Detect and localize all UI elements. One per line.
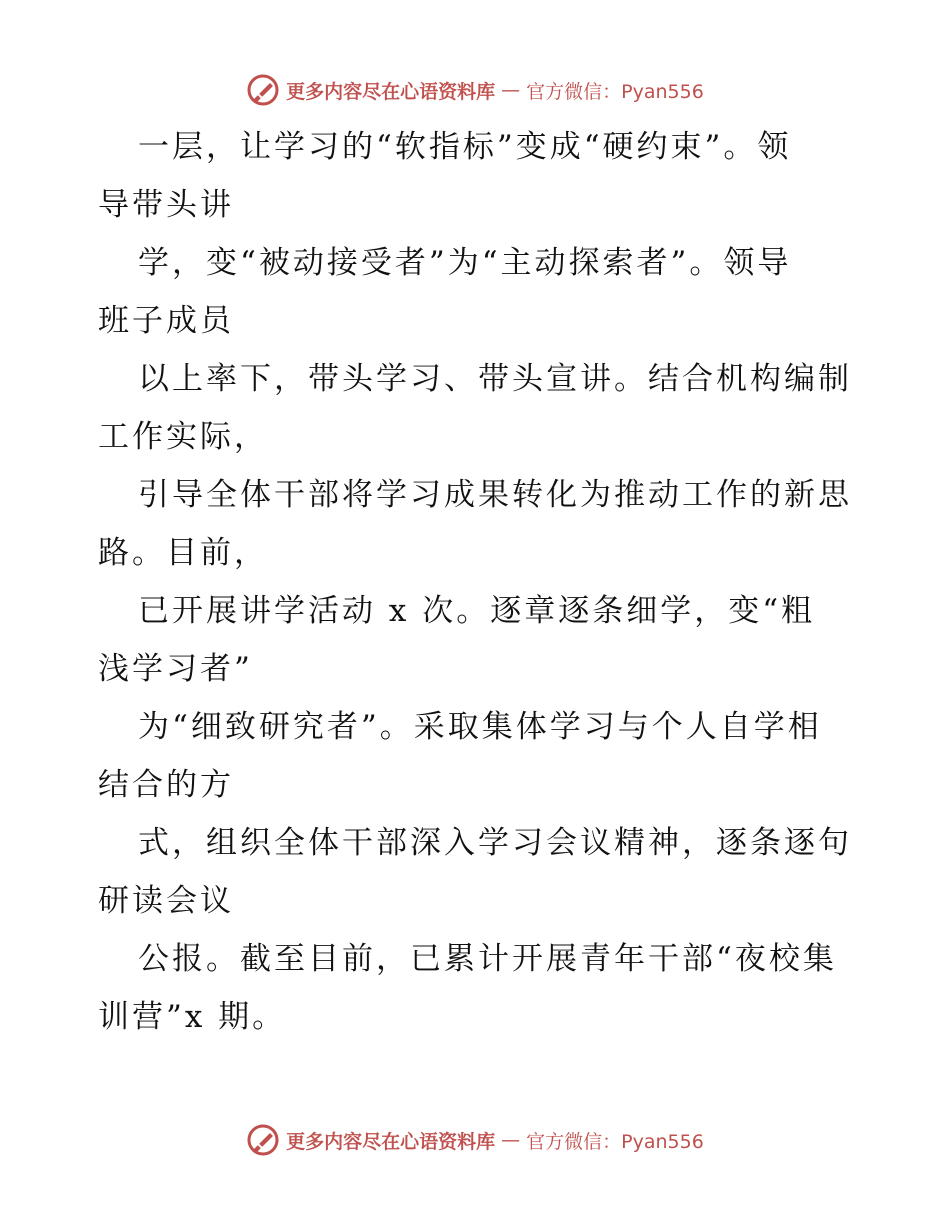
body-line: 训营”x 期。 [98,999,287,1035]
header-dash: — [501,79,521,101]
body-line: 为“细致研究者”。采取集体学习与个人自学相 [138,709,822,745]
body-line: 引导全体干部将学习成果转化为推动工作的新思 [138,477,852,513]
footer-contact-text: 官方微信：Pyan556 [526,1130,704,1153]
body-line: 班子成员 [98,303,234,339]
body-line: 已开展讲学活动 x 次。逐章逐条细学，变“粗 [138,593,816,629]
body-line: 导带头讲 [98,187,234,223]
body-line: 路。目前， [98,535,268,571]
body-line: 结合的方 [98,767,234,803]
pen-circle-logo-icon [246,1123,280,1157]
document-body [98,118,858,1046]
pen-circle-logo-icon [246,73,280,107]
body-line: 公报。截至目前，已累计开展青年干部“夜校集 [138,941,837,977]
body-line: 研读会议 [98,883,234,919]
header-contact-text: 官方微信：Pyan556 [526,80,704,103]
body-line: 式，组织全体干部深入学习会议精神，逐条逐句 [138,825,852,861]
footer-banner [0,1120,950,1160]
body-line: 一层，让学习的“软指标”变成“硬约束”。领 [138,129,792,165]
header-brand-text: 更多内容尽在心语资料库 [286,80,496,103]
header-banner [0,70,950,110]
body-line: 以上率下，带头学习、带头宣讲。结合机构编制 [138,361,852,397]
body-line: 工作实际， [98,419,268,455]
body-line: 浅学习者” [98,651,253,687]
footer-dash: — [501,1129,521,1151]
footer-brand-text: 更多内容尽在心语资料库 [286,1130,496,1153]
body-line: 学，变“被动接受者”为“主动探索者”。领导 [138,245,792,281]
